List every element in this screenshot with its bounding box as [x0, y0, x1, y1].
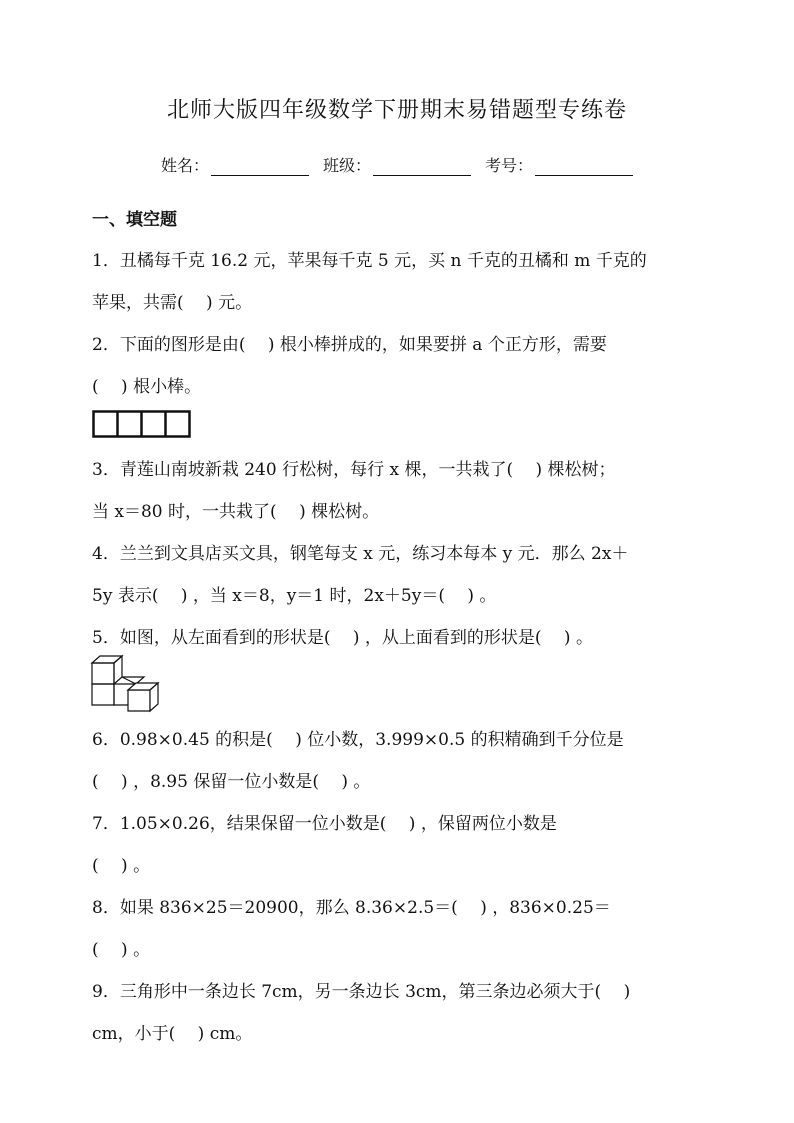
exam-number-label: 考号： [485, 156, 534, 175]
question-1-line-1: 1．丑橘每千克 16.2 元，苹果每千克 5 元，买 n 千克的丑橘和 m 千克的 [92, 251, 647, 271]
question-2-line-1: 2．下面的图形是由( ) 根小棒拼成的，如果要拼 a 个正方形，需要 [92, 335, 607, 355]
name-blank[interactable] [211, 157, 309, 176]
question-9-line-1: 9．三角形中一条边长 7cm，另一条边长 3cm，第三条边必须大于( ) [92, 982, 631, 1002]
student-info [0, 153, 794, 176]
question-8-line-1: 8．如果 836×25＝20900，那么 8.36×2.5＝( ) ，836×0.25＝ [92, 898, 611, 918]
class-field[interactable] [323, 153, 471, 176]
section-heading: 一、填空题 [92, 210, 177, 230]
name-field[interactable] [161, 153, 309, 176]
question-1-line-2: 苹果，共需( ) 元。 [92, 293, 253, 313]
class-blank[interactable] [373, 157, 471, 176]
name-label: 姓名： [160, 156, 209, 175]
question-8-line-2: ( ) 。 [92, 940, 151, 960]
class-label: 班级： [322, 156, 371, 175]
matchstick-squares-figure [92, 410, 192, 440]
question-2-line-2: ( ) 根小棒。 [92, 377, 202, 397]
question-9-line-2: cm，小于( ) cm。 [92, 1024, 253, 1044]
question-4-line-2: 5y 表示( ) ，当 x＝8，y＝1 时，2x＋5y＝( ) 。 [92, 586, 497, 606]
question-5-line-1: 5．如图，从左面看到的形状是( ) ，从上面看到的形状是( ) 。 [92, 628, 593, 648]
exam-number-field[interactable] [485, 153, 633, 176]
question-6-line-2: ( ) ，8.95 保留一位小数是( ) 。 [92, 772, 371, 792]
question-3-line-1: 3．青莲山南坡新栽 240 行松树，每行 x 棵，一共栽了( ) 棵松树； [92, 460, 616, 480]
question-4-line-1: 4．兰兰到文具店买文具，钢笔每支 x 元，练习本每本 y 元．那么 2x＋ [92, 544, 629, 564]
question-6-line-1: 6．0.98×0.45 的积是( ) 位小数，3.999×0.5 的积精确到千分位是 [92, 730, 624, 750]
question-7-line-2: ( ) 。 [92, 856, 151, 876]
cube-stack-figure [90, 653, 170, 713]
question-7-line-1: 7．1.05×0.26，结果保留一位小数是( ) ，保留两位小数是 [92, 814, 557, 834]
page-title: 北师大版四年级数学下册期末易错题型专练卷 [166, 98, 627, 123]
question-3-line-2: 当 x＝80 时，一共栽了( ) 棵松树。 [92, 502, 380, 522]
exam-number-blank[interactable] [535, 157, 633, 176]
